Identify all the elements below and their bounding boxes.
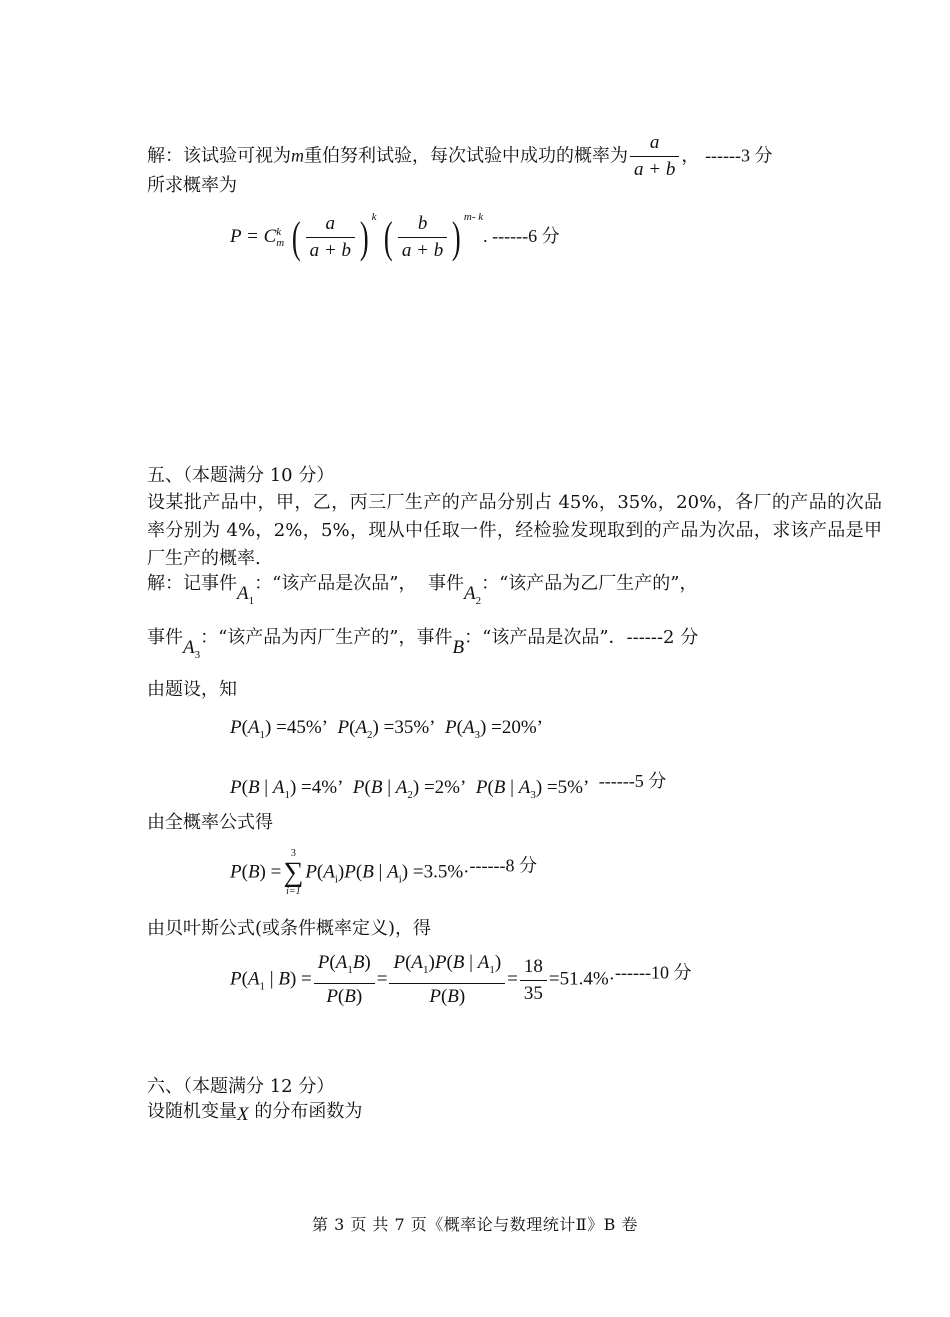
q4-prob-fraction [630, 132, 679, 181]
q5-total-val: =3.5% [412, 861, 464, 883]
q6-var-X: X [237, 1104, 249, 1125]
q4-formula [230, 205, 560, 262]
q4-f2-den: a + b [401, 240, 444, 262]
q4-exp-2: m- k [463, 211, 484, 223]
q5-cond-line: P(B | $A_1) =4\%$’ P(B | $A_2) =2\%$’ P(B | $A_3) =5\%$’ ------5 分 [230, 771, 667, 801]
q5-problem: 设某批产品中，甲，乙，丙三厂生产的产品分别占 45%，35%，20%，各厂的产品的次品率分别为 4%，2%，5%，现从中任取一件，经检验发现取到的产品为次品，求该产品是甲厂生产的概率. [147, 492, 882, 569]
q5-bayes-label: 由贝叶斯公式(或条件概率定义)，得 [147, 918, 432, 939]
q4-comma: ， [681, 145, 700, 167]
q5-A1-sub: 1 [248, 595, 255, 607]
q5-sum-top: 3 [290, 848, 296, 859]
q4-left-paren-1: ( [291, 212, 301, 262]
q5-bayes-frac-2: $\frac{P(A_1)P(B | A_1)}{P(B)}$ [389, 952, 505, 1008]
q4-left-paren-2: ( [384, 212, 393, 262]
q4-line2: 所求概率为 [147, 175, 237, 196]
q6-line [147, 1100, 362, 1127]
q5-total-formula: P(B) = 3 ∑ i=1 $P(A_i)P(B$ | $A_i) =3.5\%\cdot------8$ 分 [230, 848, 537, 897]
q5-ev1: ：“该产品是次品”， [254, 573, 417, 594]
q5-total-label: 由全概率公式得 [147, 812, 273, 833]
q4-fraction-1 [306, 213, 355, 262]
q5-sol-line2 [147, 626, 698, 667]
q5-p2-val: =35% [383, 717, 430, 738]
q5-p3-val: =20% [491, 717, 537, 738]
q5-sum-bot: i=1 [286, 886, 301, 897]
q4-f2-num: b [398, 213, 447, 238]
q4-prob-num: a [630, 132, 679, 157]
q4-eq-P: P [230, 226, 242, 247]
q5-sol-b: 事件 [427, 573, 464, 594]
q4-f1-num: a [306, 213, 355, 238]
q5-p3-sub: 3 [474, 729, 481, 741]
q4-text-intro: 解：该试验可视为 [147, 145, 291, 167]
q5-sol-c: 事件 [147, 627, 183, 648]
q5-frac-den: 35 [523, 982, 543, 1004]
q4-score-2: . ------6 分 [483, 226, 560, 246]
q5-event-A2 [463, 583, 482, 607]
q5-A1-letter: A [237, 583, 249, 604]
q5-c2-sub: 2 [407, 789, 413, 801]
q5-bayes-sub1: 1 [259, 980, 266, 993]
q5-score-10: ------10 分 [614, 962, 692, 983]
q6-line-a: 设随机变量 [147, 1101, 237, 1122]
q5-A3-letter: A [183, 637, 195, 658]
q5-given: 由题设，知 [147, 679, 237, 700]
q5-c1-val: =4% [301, 777, 338, 798]
q5-event-B: B [452, 637, 465, 658]
q6-line-b: 的分布函数为 [254, 1101, 363, 1122]
q5-A3-sub: 3 [194, 649, 201, 661]
q4-prob-den: a + b [634, 159, 676, 180]
q5-bayes-sub2: 1 [347, 964, 353, 976]
q5-event-A3 [183, 637, 201, 661]
q5-bayes-sub4: 1 [489, 964, 495, 976]
q4-exp-1: k [371, 211, 377, 223]
q4-solution-line1 [147, 132, 773, 181]
q6-header: 六、（本题满分 12 分） [147, 1076, 335, 1097]
q5-probs-line: $P(A_1) =45\%$’ $P(A_2) =35\%$’ $P(A_3) =20\%$’ [230, 717, 543, 741]
q4-f1-den: a + b [309, 240, 351, 262]
q5-c3-sub: 3 [530, 789, 536, 801]
q5-A2-letter: A [463, 583, 476, 604]
q4-score-1: ------3 分 [705, 145, 773, 166]
q4-eq-k: k [276, 225, 282, 238]
q5-score-5: ------5 分 [598, 771, 667, 791]
q5-bayes-frac-1: $\frac{P(A_1B)}{P(B)}$ [314, 952, 375, 1008]
q4-eq-C: = C [241, 226, 277, 247]
q5-A2-sub: 2 [475, 595, 482, 607]
q5-c1-sub: 1 [284, 789, 290, 801]
q5-sum-sym: ∑ [283, 857, 304, 888]
q5-header: 五、（本题满分 10 分） [147, 465, 335, 486]
q5-frac-num: 18 [520, 956, 547, 981]
q5-p1-sub: 1 [259, 729, 266, 741]
q4-fraction-2 [398, 213, 447, 262]
q5-p1-val: =45% [276, 717, 322, 738]
q4-eq-Ckm [276, 227, 284, 249]
q5-c2-val: =2% [423, 777, 461, 798]
q4-eq-m: m [276, 236, 285, 249]
q5-event-A1 [237, 583, 255, 607]
q5-c3-val: =5% [546, 777, 583, 798]
q5-sum-sign [283, 848, 303, 898]
q4-right-paren-2: ) [452, 212, 461, 262]
q5-sol-line1 [147, 572, 697, 613]
q4-text-mid: 重伯努利试验，每次试验中成功的概率为 [304, 145, 628, 167]
q5-score-8: ------8 分 [469, 855, 537, 876]
q5-bayes-val: =51.4% [548, 968, 609, 990]
q5-ev3: ：“该产品为丙厂生产的”，事件 [200, 627, 453, 648]
q5-bayes-sub3: 1 [423, 964, 429, 976]
page-footer: 第 3 页 共 7 页《概率论与数理统计Ⅱ》B 卷 [311, 1215, 638, 1234]
q4-right-paren-1: ) [359, 212, 369, 262]
q5-bayes-frac-3 [520, 956, 547, 1005]
q5-p2-sub: 2 [367, 729, 373, 741]
q5-ev2: ：“该产品为乙厂生产的”， [481, 573, 698, 594]
q5-bayes-formula: $P(A_1$ | B) = $\frac{P(A_1B)}{P(B)}$ = $\frac{P(A_1)P(B | A_1)}{P(B)}$ = $\frac{18}{35}$ =51.4%·------10 分 [230, 952, 692, 1007]
q5-evB: ：“该产品是次品”．------2 分 [464, 627, 699, 648]
q4-var-m: m [291, 145, 304, 166]
q5-sol-a: 解：记事件 [147, 573, 237, 594]
